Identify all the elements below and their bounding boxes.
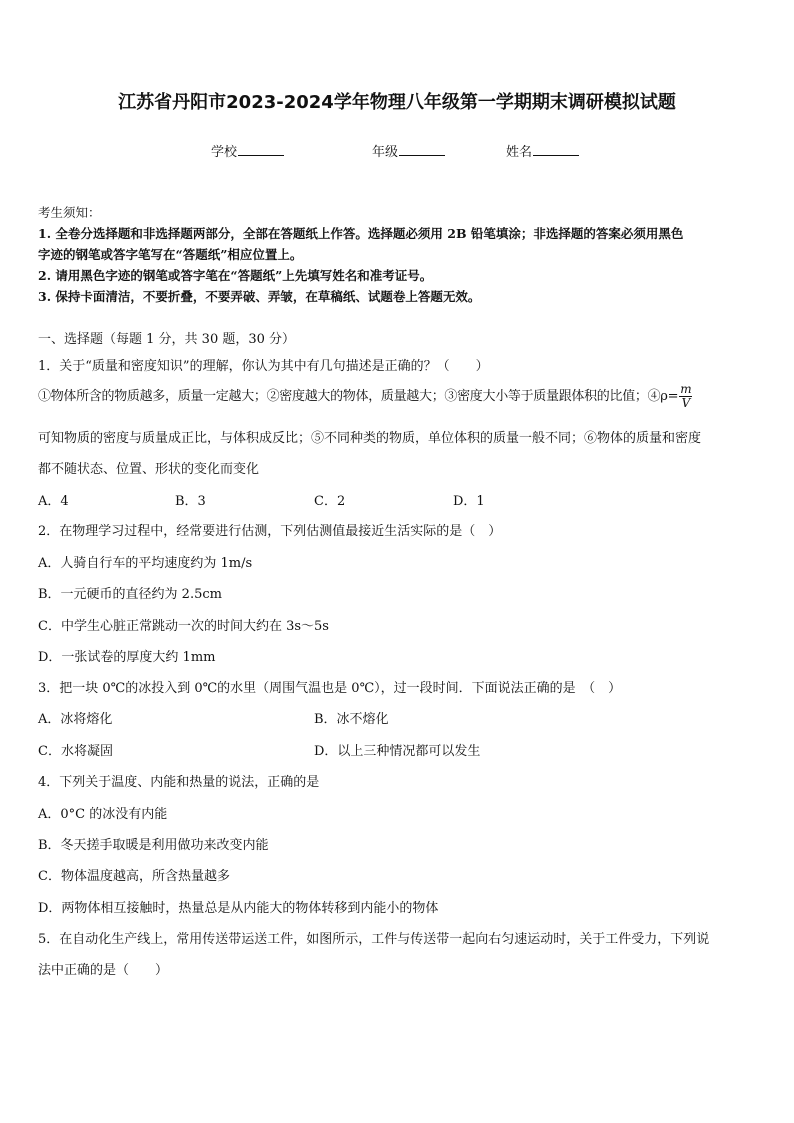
q3-stem: 3．把一块 0℃的冰投入到 0℃的水里（周围气温也是 0℃），过一段时间．下面说法正确的是 （ ） (38, 681, 622, 696)
school-blank[interactable] (238, 143, 284, 156)
notice-item-2: 2. 请用黑色字迹的钢笔或答字笔在“答题纸”上先填写姓名和准考证号。 (38, 268, 433, 283)
q4-option-d[interactable]: D．两物体相互接触时，热量总是从内能大的物体转移到内能小的物体 (38, 901, 439, 916)
q1-option-d[interactable]: D．1 (453, 494, 485, 509)
q1-option-a[interactable]: A．4 (38, 494, 69, 509)
frac-numerator: m (680, 382, 692, 396)
q2-option-b[interactable]: B．一元硬币的直径约为 2.5cm (38, 587, 222, 602)
frac-denominator: V (681, 396, 690, 410)
notice-item-1b: 字迹的钢笔或答字笔写在“答题纸”相应位置上。 (38, 247, 303, 262)
notice-item-1a: 1. 全卷分选择题和非选择题两部分，全部在答题纸上作答。选择题必须用 2B 铅笔填涂；非选择题的答案必须用黑色 (38, 226, 684, 241)
q1-line1-text: ①物体所含的物质越多，质量一定越大；②密度越大的物体，质量越大；③密度大小等于质量跟体积的比值；④ρ= (38, 389, 679, 404)
notice-item-3: 3. 保持卡面清洁，不要折叠，不要弄破、弄皱，在草稿纸、试题卷上答题无效。 (38, 289, 481, 304)
q1-statement-line1 (38, 383, 760, 410)
q2-stem: 2．在物理学习过程中，经常要进行估测，下列估测值最接近生活实际的是（ ） (38, 524, 502, 539)
q2-option-c[interactable]: C．中学生心脏正常跳动一次的时间大约在 3s～5s (38, 619, 329, 634)
q3-option-a[interactable]: A．冰将熔化 (38, 712, 113, 727)
exam-notice (38, 202, 758, 307)
name-blank[interactable] (533, 143, 579, 156)
grade-field[interactable] (372, 141, 445, 160)
q1-statement-line2: 可知物质的密度与质量成正比，与体积成反比；⑤不同种类的物质，单位体积的质量一般不同；⑥物体的质量和密度 (38, 431, 702, 446)
q5-stem-line1: 5．在自动化生产线上，常用传送带运送工件，如图所示，工件与传送带一起向右匀速运动时，关于工件受力，下列说 (38, 932, 710, 947)
school-label: 学校 (211, 145, 238, 160)
name-field[interactable] (506, 141, 579, 160)
student-info-fields (0, 141, 794, 161)
q3-option-d[interactable]: D．以上三种情况都可以发生 (314, 744, 481, 759)
q5-stem-line2: 法中正确的是（ ） (38, 963, 169, 978)
section-heading: 一、选择题（每题 1 分，共 30 题，30 分） (38, 332, 296, 347)
grade-blank[interactable] (399, 143, 445, 156)
q1-option-c[interactable]: C．2 (314, 494, 346, 509)
q4-stem: 4．下列关于温度、内能和热量的说法，正确的是 (38, 775, 320, 790)
q4-option-c[interactable]: C．物体温度越高，所含热量越多 (38, 869, 230, 884)
grade-label: 年级 (372, 145, 399, 160)
notice-heading: 考生须知： (38, 205, 101, 220)
density-formula-fraction (679, 383, 692, 410)
q2-option-d[interactable]: D．一张试卷的厚度大约 1mm (38, 650, 216, 665)
q1-stem: 1．关于“质量和密度知识”的理解，你认为其中有几句描述是正确的？（ ） (38, 359, 489, 374)
q3-option-b[interactable]: B．冰不熔化 (314, 712, 389, 727)
q3-option-c[interactable]: C．水将凝固 (38, 744, 113, 759)
exam-title: 江苏省丹阳市2023-2024学年物理八年级第一学期期末调研模拟试题 (118, 92, 676, 113)
name-label: 姓名 (506, 145, 533, 160)
q4-option-b[interactable]: B．冬天搓手取暖是利用做功来改变内能 (38, 838, 269, 853)
q1-statement-line3: 都不随状态、位置、形状的变化而变化 (38, 462, 260, 477)
q1-option-b[interactable]: B．3 (175, 494, 206, 509)
q2-option-a[interactable]: A．人骑自行车的平均速度约为 1m/s (38, 556, 253, 571)
school-field[interactable] (211, 141, 284, 160)
q4-option-a[interactable]: A．0°C 的冰没有内能 (38, 807, 168, 822)
